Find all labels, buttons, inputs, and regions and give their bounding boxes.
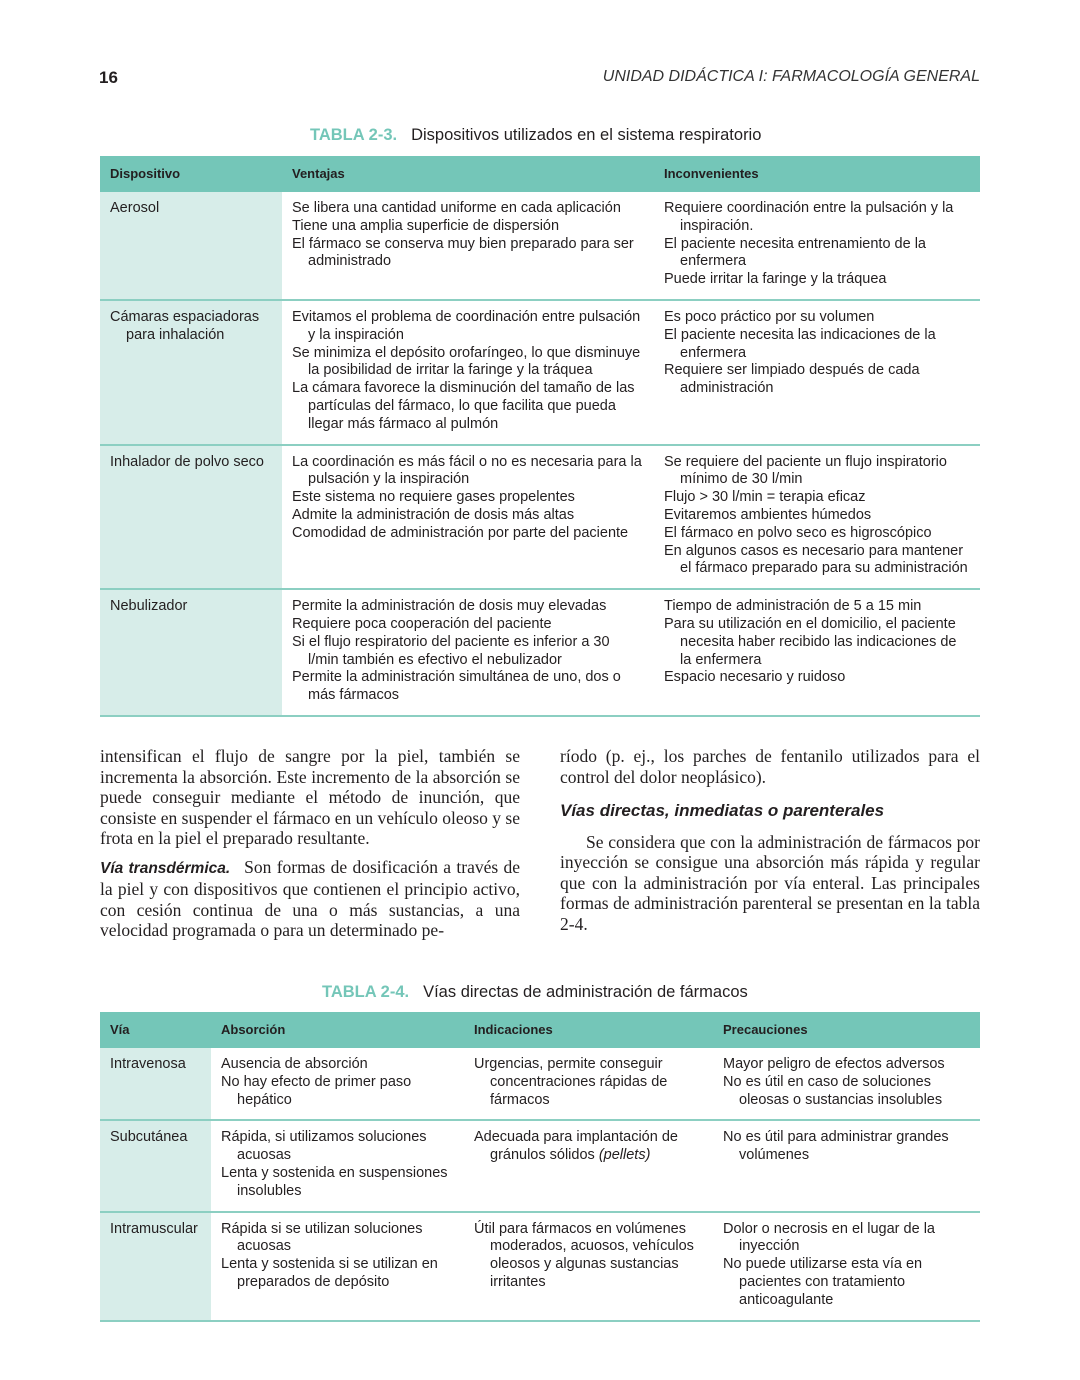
device-name: Nebulizador	[110, 598, 188, 615]
running-head: UNIDAD DIDÁCTICA I: FARMACOLOGÍA GENERAL	[602, 68, 980, 85]
list-item: Ausencia de absorción	[221, 1056, 368, 1072]
table-title: Vías directas de administración de fármacos	[423, 983, 748, 1001]
list-item: Tiene una amplia superficie de dispersión	[292, 217, 560, 234]
advantages-cell	[282, 192, 654, 300]
list-item: El fármaco se conserva muy bien preparado para ser administrado	[292, 235, 634, 270]
table-number: TABLA 2-4.	[322, 983, 410, 1001]
list-item: Rápida, si utilizamos soluciones acuosas	[221, 1129, 427, 1164]
route-name: Subcutánea	[110, 1129, 188, 1146]
list-item: Mayor peligro de efectos adversos	[723, 1056, 945, 1072]
table-row	[100, 1048, 980, 1120]
absorption-cell	[211, 1048, 464, 1120]
route-cell	[100, 1120, 211, 1211]
column-header: Indicaciones	[464, 1012, 713, 1048]
column-header: Precauciones	[713, 1012, 980, 1048]
list-item: No es útil para administrar grandes volúmenes	[723, 1129, 949, 1164]
body-column-right	[560, 746, 980, 942]
device-name: Cámaras espaciadoras para inhalación	[110, 308, 260, 343]
table-2-3-caption	[310, 126, 761, 145]
list-item: La coordinación es más fácil o no es necesaria para la pulsación y la inspiración	[292, 453, 642, 488]
device-name: Aerosol	[110, 200, 160, 216]
run-in-heading: Vía transdérmica.	[100, 859, 231, 877]
list-item: Este sistema no requiere gases propelentes	[292, 489, 575, 506]
list-item: No puede utilizarse esta vía en pacientes con tratamiento anticoagulante	[723, 1256, 923, 1308]
device-cell	[100, 445, 282, 590]
list-item: No hay efecto de primer paso hepático	[221, 1073, 412, 1108]
advantages-cell	[282, 589, 654, 716]
route-name: Intramuscular	[110, 1220, 198, 1237]
list-item: El paciente necesita entrenamiento de la enfermera	[664, 235, 926, 270]
list-item: Flujo > 30 l/min = terapia eficaz	[664, 489, 866, 506]
indications-cell	[464, 1120, 713, 1211]
device-cell	[100, 300, 282, 445]
advantages-cell	[282, 445, 654, 590]
list-item: Comodidad de administración por parte del paciente	[292, 524, 629, 541]
table-row	[100, 1212, 980, 1321]
route-cell	[100, 1212, 211, 1321]
table-row	[100, 192, 980, 300]
paragraph: ríodo (p. ej., los parches de fentanilo utilizados para el control del dolor neoplásico).	[560, 746, 980, 787]
list-item: Admite la administración de dosis más altas	[292, 506, 575, 523]
list-item: Lenta y sostenida en suspensiones insolubles	[221, 1164, 448, 1199]
table-row	[100, 445, 980, 590]
disadvantages-cell	[654, 192, 980, 300]
column-header: Dispositivo	[100, 156, 282, 192]
list-item: Dolor o necrosis en el lugar de la inyección	[723, 1220, 935, 1255]
list-item: Lenta y sostenida si se utilizan en preparados de depósito	[221, 1256, 438, 1290]
table-2-4-caption	[322, 983, 748, 1002]
device-name: Inhalador de polvo seco	[110, 453, 264, 470]
table-row	[100, 589, 980, 716]
list-item: Urgencias, permite conseguir concentraciones rápidas de fármacos	[474, 1056, 668, 1108]
route-name: Intravenosa	[110, 1056, 186, 1072]
list-item: Para su utilización en el domicilio, el paciente necesita haber recibido las indicaciones de la enfermera	[664, 615, 957, 668]
table-number: TABLA 2-3.	[310, 126, 398, 144]
column-header: Ventajas	[282, 156, 654, 192]
list-item: Adecuada para implantación de gránulos sólidos (pellets)	[474, 1129, 678, 1164]
disadvantages-cell	[654, 589, 980, 716]
disadvantages-cell	[654, 300, 980, 445]
table-2-4	[100, 1012, 980, 1322]
list-item: Requiere ser limpiado después de cada administración	[664, 362, 920, 397]
list-item: No es útil en caso de soluciones oleosas o sustancias insolubles	[723, 1073, 943, 1108]
list-item: Puede irritar la faringe y la tráquea	[664, 271, 887, 288]
list-item: Permite la administración de dosis muy elevadas	[292, 598, 607, 615]
list-item: Útil para fármacos en volúmenes moderados, acuosos, vehículos oleosos y algunas sustancias irritantes	[474, 1220, 694, 1290]
list-item: Se minimiza el depósito orofaríngeo, lo que disminuye la posibilidad de irritar la faringe y la tráquea	[292, 344, 641, 379]
route-cell	[100, 1048, 211, 1120]
list-item: Se requiere del paciente un flujo inspiratorio mínimo de 30 l/min	[664, 453, 947, 488]
list-item: El fármaco en polvo seco es higroscópico	[664, 524, 932, 541]
list-item: Es poco práctico por su volumen	[664, 308, 875, 325]
precautions-cell	[713, 1048, 980, 1120]
page-number: 16	[99, 68, 118, 87]
list-item: Rápida si se utilizan soluciones acuosas	[221, 1220, 423, 1255]
advantages-cell	[282, 300, 654, 445]
indications-cell	[464, 1048, 713, 1120]
list-item: Evitamos el problema de coordinación entre pulsación y la inspiración	[292, 308, 641, 343]
list-item: Requiere coordinación entre la pulsación y la inspiración.	[664, 200, 954, 234]
absorption-cell	[211, 1212, 464, 1321]
list-item: Tiempo de administración de 5 a 15 min	[664, 598, 922, 615]
precautions-cell	[713, 1212, 980, 1321]
body-column-left	[100, 746, 520, 949]
paragraph: Vía transdérmica. Son formas de dosificación a través de la piel y con dispositivos que contienen el principio activo, con cesión continua de una o más sustancias, a una velocidad programada o para un determinado pe-	[100, 856, 520, 940]
list-item: La cámara favorece la disminución del tamaño de las partículas del fármaco, lo que facilita que pueda llegar más fármaco al pulmón	[292, 380, 635, 432]
list-item: Espacio necesario y ruidoso	[664, 669, 846, 686]
list-item: En algunos casos es necesario para mantener el fármaco preparado para su administración	[664, 542, 968, 577]
column-header: Absorción	[211, 1012, 464, 1048]
paragraph: intensifican el flujo de sangre por la piel, también se incrementa la absorción. Este incremento de la absorción se puede conseguir mediante el método de inunción, que consiste en suspender el fármaco en un vehículo oleoso y se frota en la piel el preparado resultante.	[100, 746, 520, 848]
table-row	[100, 1120, 980, 1211]
table-row	[100, 300, 980, 445]
device-cell	[100, 589, 282, 716]
list-item: El paciente necesita las indicaciones de la enfermera	[664, 326, 936, 361]
column-header: Inconvenientes	[654, 156, 980, 192]
list-item: Se libera una cantidad uniforme en cada aplicación	[292, 200, 621, 216]
table-title: Dispositivos utilizados en el sistema respiratorio	[411, 126, 762, 144]
indications-cell	[464, 1212, 713, 1321]
precautions-cell	[713, 1120, 980, 1211]
table-2-3	[100, 156, 980, 717]
paragraph: Se considera que con la administración de fármacos por inyección se consigue una absorción más rápida y regular que con la administración por vía enteral. Las principales formas de administración parenteral se presentan en la tabla 2-4.	[560, 831, 980, 934]
column-header: Vía	[100, 1012, 211, 1048]
section-heading: Vías directas, inmediatas o parenterales	[560, 801, 885, 820]
absorption-cell	[211, 1120, 464, 1211]
disadvantages-cell	[654, 445, 980, 590]
list-item: Permite la administración simultánea de uno, dos o más fármacos	[292, 669, 621, 704]
list-item: Requiere poca cooperación del paciente	[292, 615, 552, 632]
device-cell	[100, 192, 282, 300]
list-item: Si el flujo respiratorio del paciente es inferior a 30 l/min también es efectivo el nebulizador	[292, 633, 610, 668]
list-item: Evitaremos ambientes húmedos	[664, 506, 872, 523]
